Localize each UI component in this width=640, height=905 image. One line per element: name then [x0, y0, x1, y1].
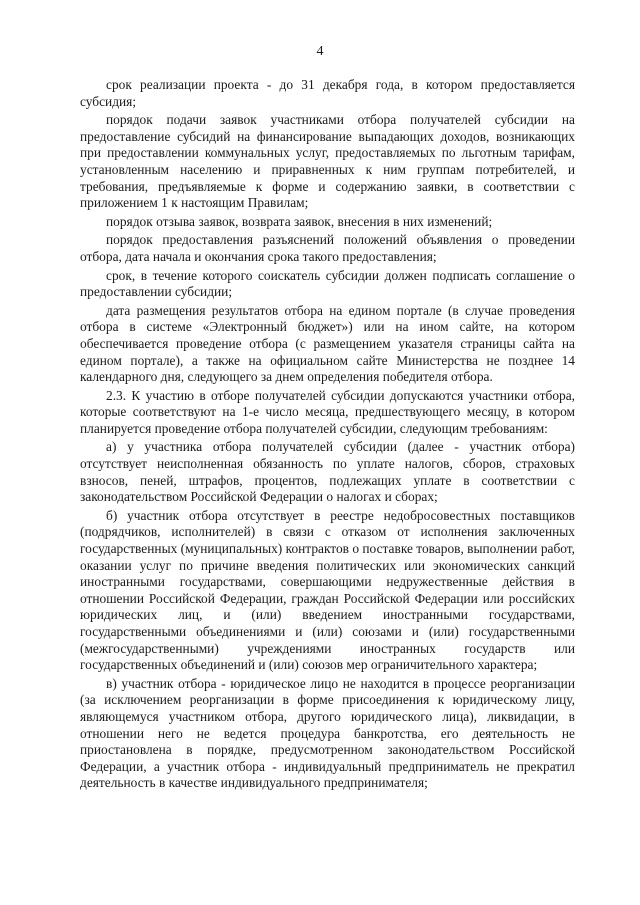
paragraph-clarification-procedure: порядок предоставления разъяснений положений объявления о проведении отбора, дата начала и окончания срока такого предоставления;: [80, 232, 575, 264]
paragraph-2-3-eligibility: 2.3. К участию в отборе получателей субсидии допускаются участники отбора, которые соответствуют на 1-е число месяца, предшествующего месяцу, в котором планируется проведение отбора получателей субсидии, следующим требованиям:: [80, 387, 575, 436]
document-body: [80, 77, 575, 792]
paragraph-requirement-v: в) участник отбора - юридическое лицо не находится в процессе реорганизации (за исключением реорганизации в форме присоединения к юридическому лицу, являющемуся участником отбора, другого юридического лица), ликвидации, в отношении него не ведется процедура банкротства, его деятельность не приостановлена в порядке, предусмотренном законодательством Российской Федерации, а участник отбора - индивидуальный предприниматель не прекратил деятельность в качестве индивидуального предпринимателя;: [80, 675, 575, 791]
paragraph-agreement-deadline: срок, в течение которого соискатель субсидии должен подписать соглашение о предоставлении субсидии;: [80, 267, 575, 300]
page-number: 4: [316, 44, 324, 59]
paragraph-project-deadline: срок реализации проекта - до 31 декабря года, в котором предоставляется субсидия;: [80, 77, 575, 109]
paragraph-results-publication: дата размещения результатов отбора на едином портале (в случае проведения отбора в системе «Электронный бюджет») или на ином сайте, на котором обеспечивается проведение отбора (с размещением указателя страницы сайта на едином портале), а также на официальном сайте Министерства не позднее 14 календарного дня, следующего за днем определения победителя отбора.: [80, 302, 575, 385]
paragraph-withdrawal-procedure: порядок отзыва заявок, возврата заявок, внесения в них изменений;: [106, 213, 493, 229]
paragraph-requirement-a: а) у участника отбора получателей субсидии (далее - участник отбора) отсутствует неисполненная обязанность по уплате налогов, сборов, страховых взносов, пеней, штрафов, процентов, подлежащих уплате в соответствии с законодательством Российской Федерации о налогах и сборах;: [80, 439, 575, 505]
paragraph-requirement-b: б) участник отбора отсутствует в реестре недобросовестных поставщиков (подрядчиков, исполнителей) в связи с отказом от исполнения заключенных государственных (муниципальных) контрактов о поставке товаров, выполнении работ, оказании услуг по причине введения политических или экономических санкций иностранными государствами, совершающими недружественные действия в отношении Российской Федерации, граждан Российской Федерации или российских юридических лиц, и (или) введением иностранными государствами, государственными объединениями и (или) союзами и (или) государственными (межгосударственными) учреждениями иностранных государств или государственных объединений и (или) союзов мер ограничительного характера;: [80, 507, 575, 673]
paragraph-application-procedure: порядок подачи заявок участниками отбора получателей субсидии на предоставление субсидий на финансирование выпадающих доходов, возникающих при предоставлении коммунальных услуг, предоставляемых по льготным тарифам, установленным населению и приравненных к ним группам потребителей, и требования, предъявляемые к форме и содержанию заявки, в соответствии с приложением 1 к настоящим Правилам;: [80, 112, 575, 211]
